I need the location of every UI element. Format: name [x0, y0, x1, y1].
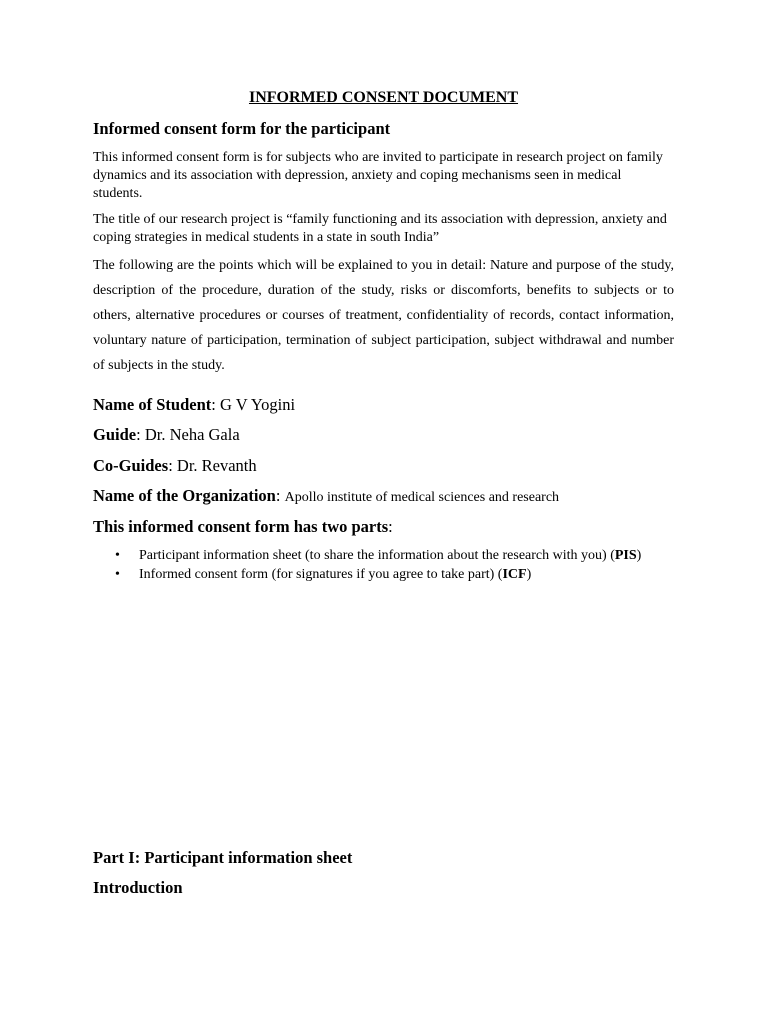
intro-paragraph: This informed consent form is for subjects who are invited to participate in research project on family dynamics and its association with depression, anxiety and coping mechanisms seen in medical students.: [93, 150, 663, 201]
coguides-label: Co-Guides: [93, 456, 169, 475]
organization-line: [93, 485, 674, 509]
bullet-icon: •: [115, 567, 120, 582]
student-label: Name of Student: [93, 395, 212, 414]
student-separator: :: [211, 395, 220, 414]
project-title-paragraph: The title of our research project is “family functioning and its association with depression, anxiety and coping strategies in medical students in a state in south India”: [93, 212, 667, 245]
organization-label: Name of the Organization: [93, 486, 276, 505]
guide-name: Dr. Neha Gala: [144, 425, 240, 444]
student-line: [93, 394, 674, 416]
parts-list: [93, 547, 674, 585]
form-subtitle: Informed consent form for the participant: [93, 119, 391, 138]
part-close: ): [526, 567, 532, 582]
part-text: Participant information sheet (to share the information about the research with you) (: [139, 548, 615, 563]
part-abbreviation: PIS: [614, 548, 637, 563]
organization-name: Apollo institute of medical sciences and research: [284, 490, 560, 505]
student-name: G V Yogini: [219, 395, 296, 414]
part-close: ): [636, 548, 642, 563]
part1-heading: Part I: Participant information sheet: [93, 848, 353, 867]
parts-heading-label: This informed consent form has two parts: [93, 517, 389, 536]
part-abbreviation: ICF: [502, 567, 527, 582]
bullet-icon: •: [115, 548, 120, 563]
guide-label: Guide: [93, 425, 137, 444]
part-text: Informed consent form (for signatures if you agree to take part) (: [139, 567, 503, 582]
guide-line: [93, 424, 674, 446]
coguides-separator: :: [168, 456, 177, 475]
introduction-heading: Introduction: [93, 878, 183, 897]
parts-heading-separator: :: [388, 517, 393, 536]
organization-separator: :: [275, 486, 285, 505]
document-title: INFORMED CONSENT DOCUMENT: [248, 89, 519, 106]
parts-heading: [93, 516, 674, 538]
coguides-name: Dr. Revanth: [176, 456, 257, 475]
document-page: [93, 0, 674, 1024]
points-paragraph: The following are the points which will be explained to you in detail: Nature and purpose of the study, description of the procedure, duration of the study, risks or discomforts, benefits to subjects or to others, alternative procedures or courses of treatment, confidentiality of records, contact information, voluntary nature of participation, termination of subject participation, subject withdrawal and number of subjects in the study.: [93, 258, 674, 373]
coguides-line: [93, 455, 674, 477]
list-item: [93, 547, 674, 565]
guide-separator: :: [136, 425, 145, 444]
list-item: [93, 566, 674, 584]
